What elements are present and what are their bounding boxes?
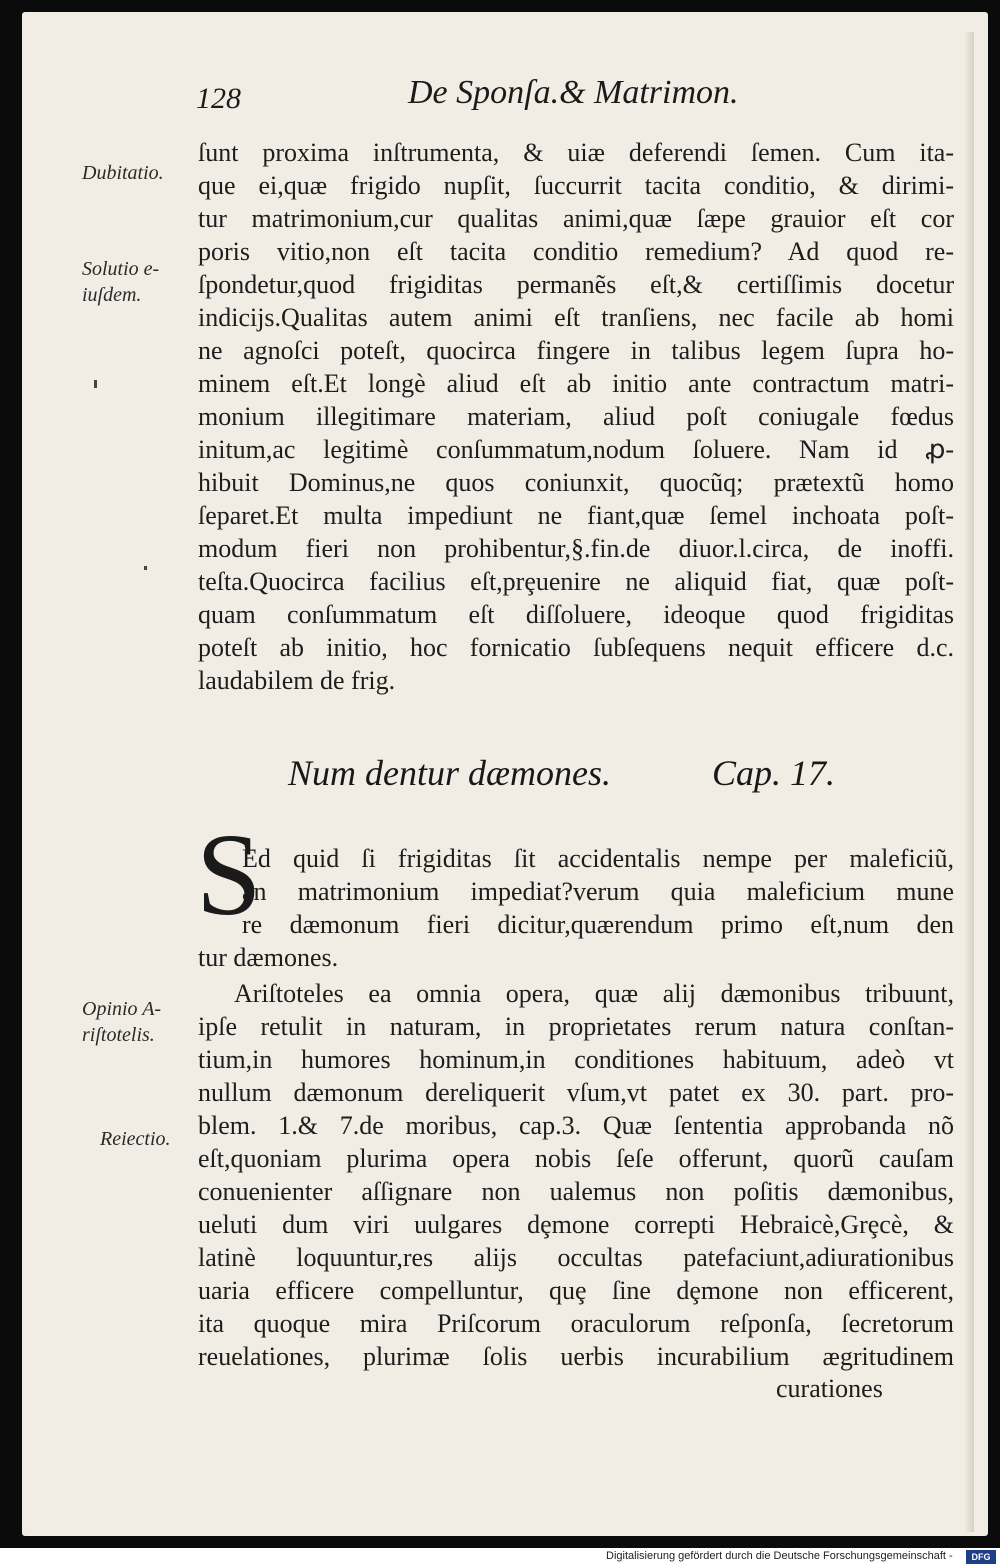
text-line: tur dæmones. bbox=[198, 943, 339, 972]
drop-cap: S bbox=[196, 809, 262, 940]
text-line: an matrimonium impediat?verum quia maleficium mune bbox=[242, 877, 954, 906]
marginal-note-opinio bbox=[82, 996, 190, 1048]
marginal-note-text: iuſdem. bbox=[82, 284, 142, 306]
marginal-note-text: Dubitatio. bbox=[82, 162, 164, 184]
digitization-credit: Digitalisierung gefördert durch die Deutsche Forschungsgemeinschaft - bbox=[606, 1550, 953, 1562]
paragraph-dubitatio bbox=[198, 136, 954, 697]
text-line: re dæmonum fieri dicitur,quærendum primo eſt,num den bbox=[242, 910, 954, 939]
text-line: tium,in humores hominum,in conditiones habituum, adeò vt bbox=[198, 1045, 954, 1074]
text-line: quam conſummatum eſt diſſoluere, ideoque quod frigiditas bbox=[198, 600, 954, 629]
marginal-note-reiectio bbox=[100, 1126, 208, 1152]
catchword: curationes bbox=[776, 1374, 883, 1403]
marginal-note-solutio bbox=[82, 256, 190, 308]
text-line: ueluti dum viri uulgares dȩmone correpti Hebraicè,Grȩcè, & bbox=[198, 1210, 954, 1239]
marginal-note-text: Opinio A- bbox=[82, 998, 162, 1020]
marginal-note-dubitatio bbox=[82, 160, 190, 186]
text-line: poteſt ab initio, hoc fornicatio ſubſequens nequit efficere d.c. bbox=[198, 633, 954, 662]
text-line: ipſe retulit in naturam, in proprietates rerum natura conſtan- bbox=[198, 1012, 954, 1041]
page-header bbox=[196, 74, 806, 124]
text-line: conuenienter aſſignare non ualemus non poſitis dæmonibus, bbox=[198, 1177, 954, 1206]
page-edge bbox=[964, 32, 974, 1532]
text-line: teſta.Quocirca facilius eſt,prȩuenire ne aliquid fiat, quæ poſt- bbox=[198, 567, 954, 596]
text-line: ſunt proxima inſtrumenta, & uiæ deferendi ſemen. Cum ita- bbox=[198, 138, 954, 167]
text-line: laudabilem de frig. bbox=[198, 666, 396, 695]
text-line: ne agnoſci poteſt, quocirca fingere in talibus legem ſupra ho- bbox=[198, 336, 954, 365]
chapter-number: Cap. 17. bbox=[712, 753, 836, 793]
paragraph-aristoteles bbox=[198, 977, 954, 1373]
text-line: poris vitio,non eſt tacita conditio remedium? Ad quod re- bbox=[198, 237, 954, 266]
marginal-note-text: riſtotelis. bbox=[82, 1024, 155, 1046]
text-line: initum,ac legitimè conſummatum,nodum ſoluere. Nam id ꝓ- bbox=[198, 435, 954, 464]
text-line: Ed quid ſi frigiditas ſit accidentalis nempe per maleficiũ, bbox=[242, 844, 954, 873]
text-line: ſeparet.Et multa impediunt ne fiant,quæ ſemel inchoata poſt- bbox=[198, 501, 954, 530]
dfg-logo: DFG bbox=[966, 1550, 996, 1564]
ink-mark bbox=[94, 380, 97, 388]
text-line: reuelationes, plurimæ ſolis uerbis incurabilium ægritudinem bbox=[198, 1342, 954, 1371]
text-line: blem. 1.& 7.de moribus, cap.3. Quæ ſententia approbanda nõ bbox=[198, 1111, 954, 1140]
paragraph-maleficium bbox=[198, 842, 954, 974]
text-line: modum fieri non prohibentur,§.fin.de diuor.l.circa, de inoffi. bbox=[198, 534, 954, 563]
text-line: indicijs.Qualitas autem animi eſt tranſiens, nec facile ab homi bbox=[198, 303, 954, 332]
text-line: ſpondetur,quod frigiditas permanẽs eſt,& certiſſimis docetur bbox=[198, 270, 954, 299]
text-line: latinè loquuntur,res alijs occultas patefaciunt,adiurationibus bbox=[198, 1243, 954, 1272]
text-line: nullum dæmonum dereliquerit vſum,vt patet ex 30. part. pro- bbox=[198, 1078, 954, 1107]
text-line: ita quoque mira Priſcorum oraculorum reſponſa, ſecretorum bbox=[198, 1309, 954, 1338]
text-line: tur matrimonium,cur qualitas animi,quæ ſæpe grauior eſt cor bbox=[198, 204, 954, 233]
text-line: Ariſtoteles ea omnia opera, quæ alij dæmonibus tribuunt, bbox=[234, 979, 954, 1008]
text-line: hibuit Dominus,ne quos coniunxit, quocũq; prætextũ homo bbox=[198, 468, 954, 497]
marginal-note-text: Reiectio. bbox=[100, 1128, 171, 1150]
text-line: monium illegitimare materiam, aliud poſt coniugale fœdus bbox=[198, 402, 954, 431]
text-line: eſt,quoniam plurima opera nobis ſeſe offerunt, quorũ cauſam bbox=[198, 1144, 954, 1173]
text-line: uaria efficere compelluntur, quȩ ſine dȩmone non efficerent, bbox=[198, 1276, 954, 1305]
chapter-title: Num dentur dæmones. bbox=[288, 753, 611, 793]
ink-mark bbox=[144, 566, 147, 570]
text-line: que ei,quæ frigido nupſit, ſuccurrit tacita conditio, & dirimi- bbox=[198, 171, 954, 200]
text-line: minem eſt.Et longè aliud eſt ab initio ante contractum matri- bbox=[198, 369, 954, 398]
running-title: De Sponſa.& Matrimon. bbox=[408, 74, 739, 111]
chapter-heading bbox=[288, 752, 888, 802]
page-number: 128 bbox=[196, 82, 241, 115]
marginal-note-text: Solutio e- bbox=[82, 258, 160, 280]
